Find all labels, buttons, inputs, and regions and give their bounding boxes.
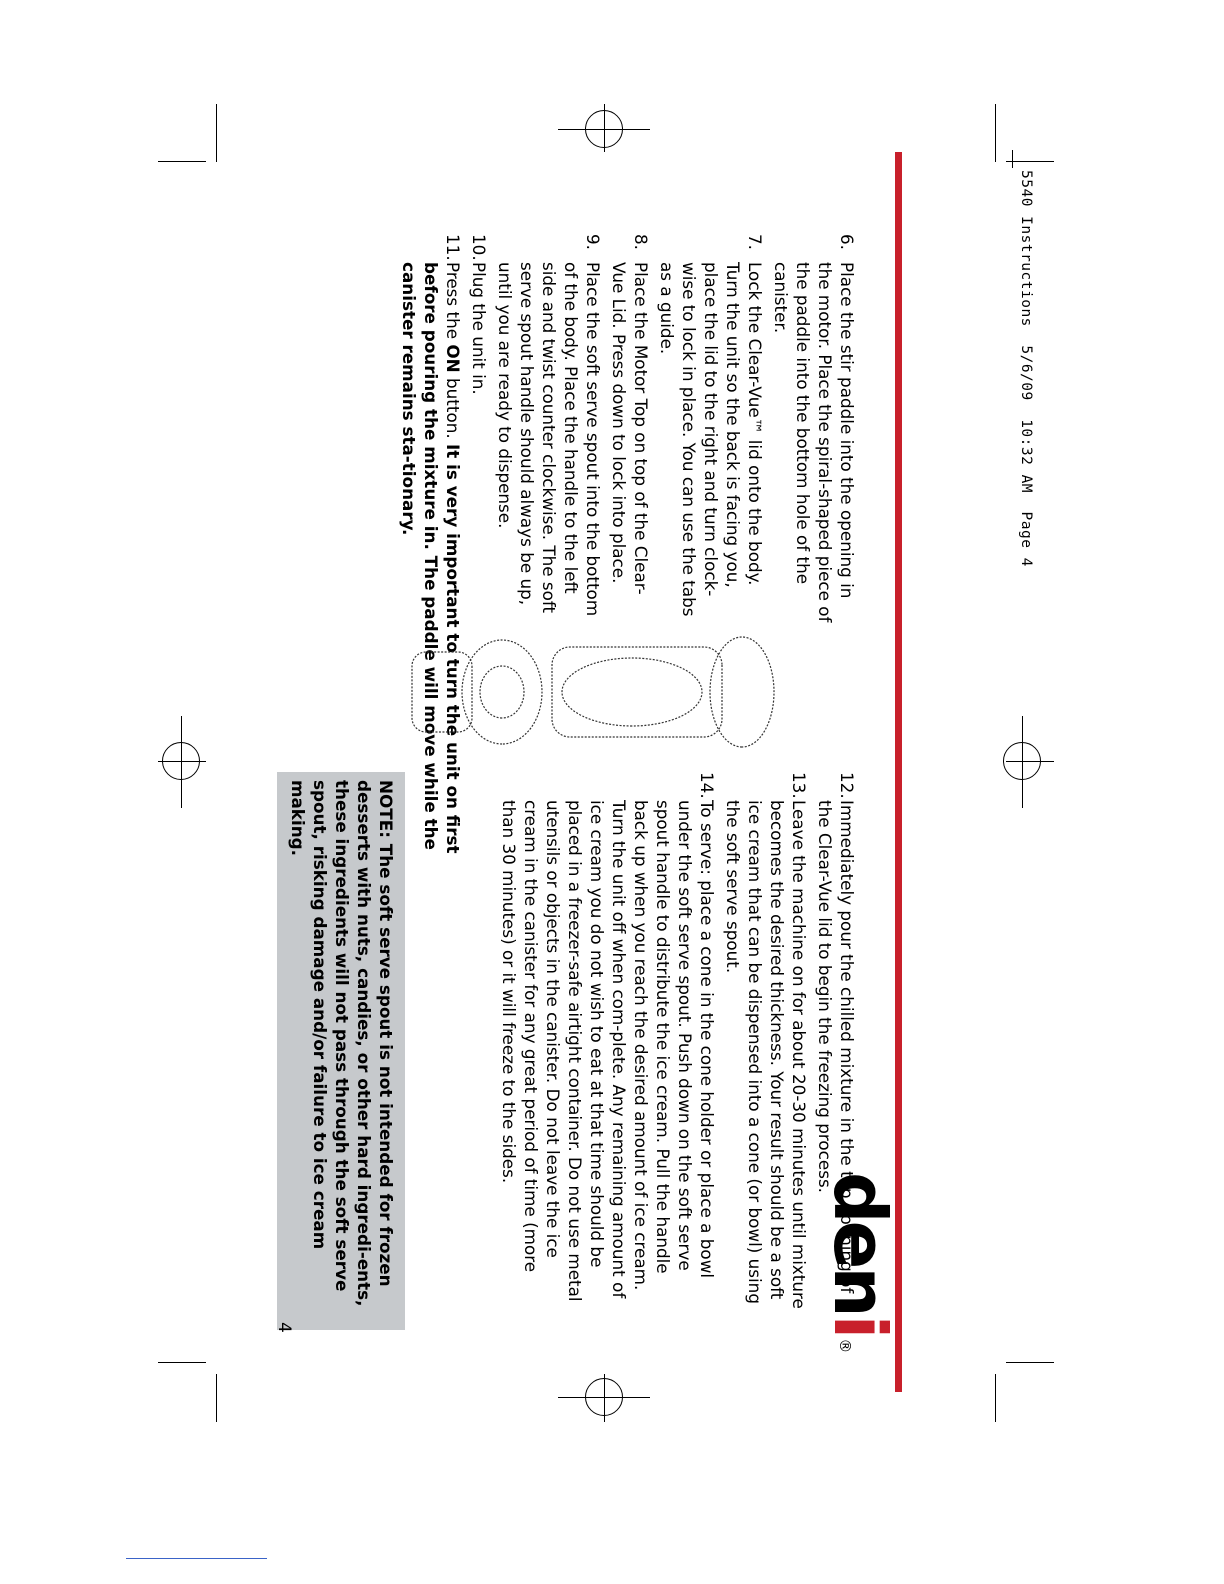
- list-item: [498, 772, 718, 1312]
- step-text: Lock the Clear-Vue™ lid onto the body. Turn the unit so the back is facing you, place the lid to the right and turn clock-wise to lock in place. You can use the tabs as a guide.: [657, 262, 765, 617]
- rotated-page: [262, 152, 902, 1392]
- step-number: 11.: [443, 234, 463, 261]
- right-column: [494, 772, 858, 1312]
- step-number: 12.: [837, 772, 857, 799]
- ice-cream-maker-assembly-illustration: [392, 622, 832, 762]
- list-item: [608, 234, 652, 624]
- list-item: [656, 234, 766, 624]
- step-number: 8.: [631, 234, 651, 251]
- crop-mark: [1006, 1362, 1054, 1363]
- note-box: [277, 772, 405, 1330]
- step-text: Immediately pour the chilled mixture in the top opening of the Clear-Vue lid to begin the freezing process.: [815, 800, 857, 1294]
- on-button-label: ON: [443, 344, 463, 373]
- crop-mark: [1006, 161, 1054, 162]
- registration-mark-icon: [585, 110, 623, 148]
- note-text: The soft serve spout is not intended for frozen desserts with nuts, candies, or other hard ingredi-ents, these ingredients will not pass through the soft serve spout, risking damage and/or failure to ice cream making.: [288, 780, 396, 1307]
- crop-mark: [995, 104, 996, 162]
- registration-mark-icon: [1003, 742, 1041, 780]
- crop-mark: [158, 161, 206, 162]
- crop-mark: [158, 1362, 206, 1363]
- registration-mark-icon: [162, 742, 200, 780]
- crop-mark: [216, 104, 217, 162]
- crop-mark: [216, 1374, 217, 1422]
- step-number: 10.: [469, 234, 489, 261]
- step-text: Press the: [443, 262, 463, 345]
- list-item: [722, 772, 810, 1312]
- crop-mark: [995, 1374, 996, 1422]
- step-number: 13.: [789, 772, 809, 799]
- step-text: Leave the machine on for about 20-30 minutes until mixture becomes the desired thickness. Your result should be a soft ice cream that can be dispensed into a cone (or bowl) using the soft serve spout.: [723, 800, 809, 1309]
- step-text: Place the Motor Top on top of the Clear-Vue Lid. Press down to lock into place.: [609, 262, 651, 595]
- step-number: 9.: [583, 234, 603, 251]
- step-text: To serve: place a cone in the cone holder or place a bowl under the soft serve spout. Push down on the soft serve spout handle to distribute the ice cream. Pull the handle back up when you reach the desired amount of ice cream. Turn the unit off when com-plete. Any remaining amount of ice cream you do not wish to eat at that time should be placed in a freezer-safe airtight container. Do not use metal utensils or objects in the canister. Do not leave the ice cream in the canister for any great period of time (more than 30 minutes) or it will freeze to the sides.: [499, 800, 717, 1302]
- step-number: 7.: [745, 234, 765, 251]
- step-number: 6.: [837, 234, 857, 251]
- step-text: Plug the unit in.: [469, 262, 489, 395]
- list-item: [494, 234, 604, 624]
- note-label: NOTE:: [376, 780, 396, 838]
- registered-mark: ®: [836, 1338, 854, 1354]
- step-number: 14.: [697, 772, 717, 799]
- step-text: Place the soft serve spout into the bottom of the body. Place the handle to the left side and twist counter clockwise. The soft serve spout handle should always be up, until you are ready to dispense.: [495, 262, 603, 617]
- list-item: 11. Press the ON button. It is very important to turn the unit on first before pouring the mixture in. The paddle will move while the canister remains sta-tionary.: [399, 234, 463, 854]
- page-number: 4: [274, 1322, 294, 1333]
- list-item: [814, 772, 858, 1312]
- logo-wordmark: deni: [818, 1172, 902, 1337]
- list-item: [468, 234, 490, 624]
- bottom-rule: [126, 1558, 267, 1559]
- steps-list-right: [498, 772, 858, 1312]
- crop-mark: [1012, 150, 1013, 168]
- warning-text: It is very important to turn the unit on first before pouring the mixture in. The paddle will move while the canister remains sta-tionary.: [399, 262, 463, 854]
- step-text: Place the stir paddle into the opening in the motor. Place the spiral-shaped piece of the paddle into the bottom hole of the canister.: [771, 262, 857, 623]
- print-slug: 5540 Instructions 5/6/09 10:32 AM Page 4: [1018, 170, 1034, 567]
- list-item: [770, 234, 858, 624]
